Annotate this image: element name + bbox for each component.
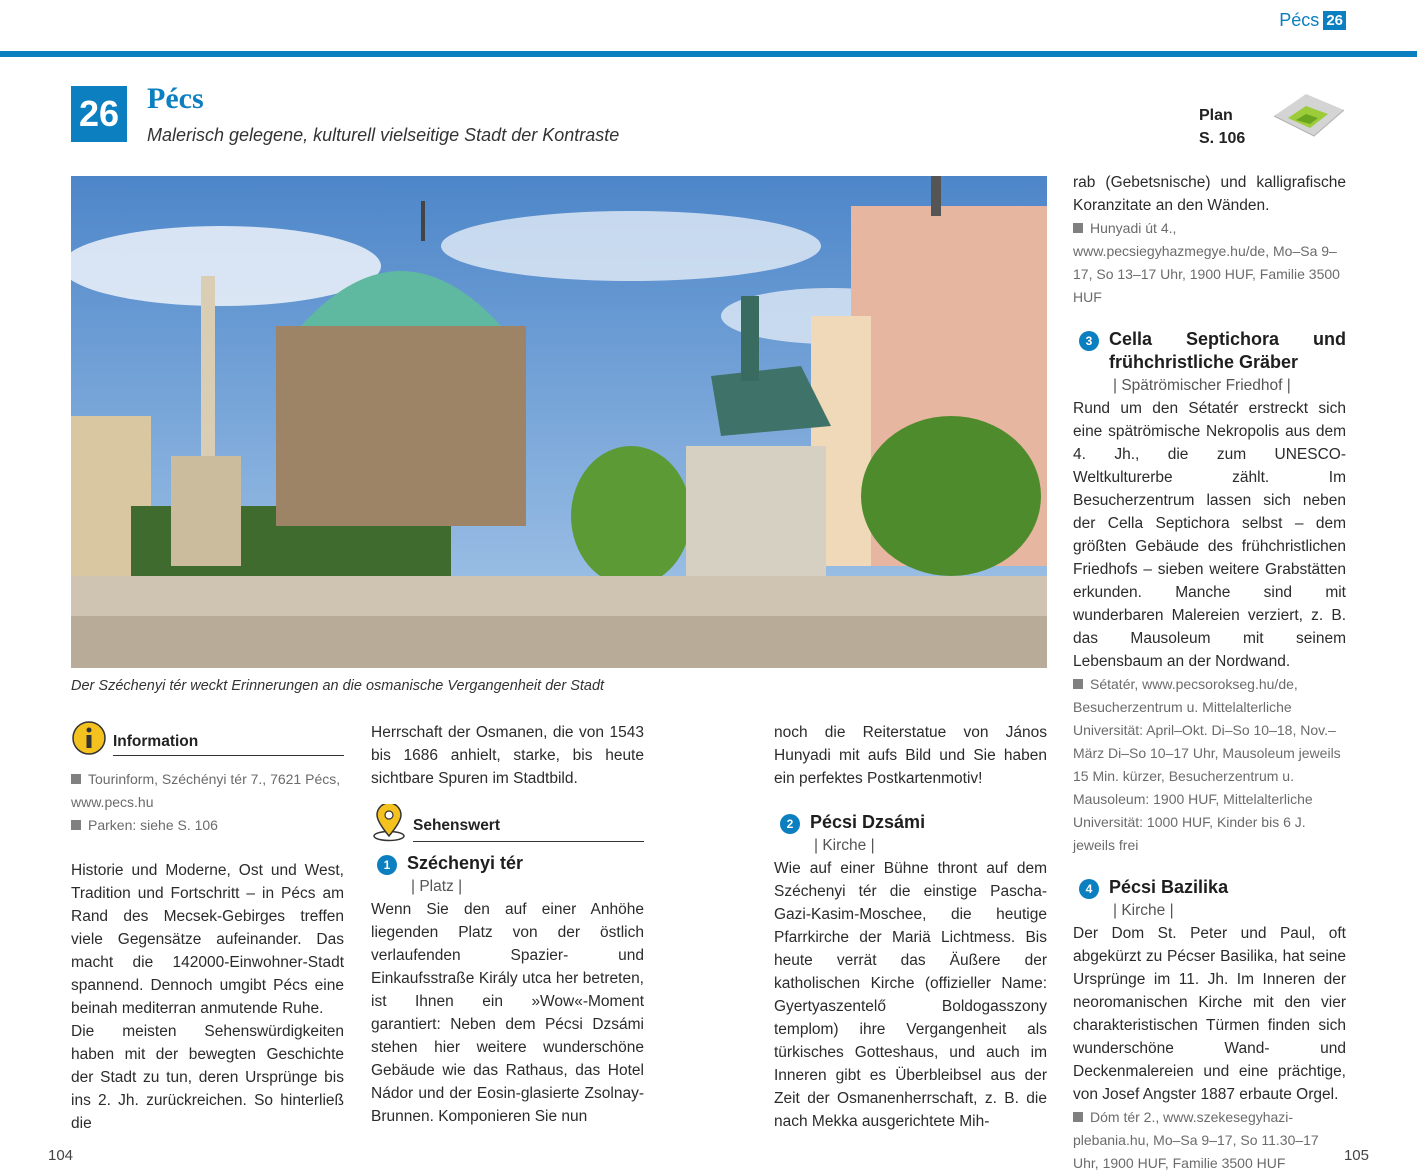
- continued-text: Herrschaft der Osmanen, die von 1543 bis 1686 anhielt, starke, bis heute sichtbare Spuren im Stadtbild.: [371, 724, 644, 787]
- poi-text: Wie auf einer Bühne thront auf dem Széchenyi tér die einstige Pascha-Gazi-Kasim-Moschee, die heutige Pfarrkirche der Mariä Lichtmess. Bis heute verrät das Äußere der katholischen Kirche (offizieller Name: Gyertyaszentelő Boldogasszony templom) ihre Vergangenheit als türkisches Gotteshaus, und auch im Inneren gibt es Überbleibsel aus der Zeit der Osmanenherrschaft, z. B. die nach Mekka ausgerichtete Mih-: [774, 860, 1047, 1130]
- running-head-title: Pécs: [1279, 10, 1320, 30]
- running-head-number: 26: [1323, 11, 1346, 30]
- bullet-square-icon: [1073, 223, 1083, 233]
- info-icon: [71, 720, 107, 756]
- column-4: [1073, 171, 1346, 1175]
- poi-number: 2: [780, 814, 800, 834]
- page-number-right: 105: [1343, 1147, 1369, 1164]
- sights-label: Sehenswert: [413, 814, 644, 842]
- column-3: [774, 721, 1047, 1133]
- poi-meta: Dóm tér 2., www.szekesegyhazi-plebania.hu, Mo–Sa 9–17, So 11.30–17 Uhr, 1900 HUF, Familie 3500 HUF: [1073, 1109, 1319, 1171]
- poi-title: Széchenyi tér: [407, 853, 524, 873]
- bullet-square-icon: [71, 820, 81, 830]
- poi-heading-4: [1073, 876, 1346, 899]
- square-photo-illustration: [71, 176, 1047, 668]
- poi-number: 4: [1079, 879, 1099, 899]
- poi-meta: Sétatér, www.pecsorokseg.hu/de, Besucherzentrum u. Mittelalterliche Universität: April–Okt. Di–So 10–18, Nov.–März Di–So 10–17 Uhr, Mausoleum jeweils 15 Min. kürzer, Besucherzentrum u. Mausoleum: 1900 HUF, Mittelalterliche Universität: 1000 HUF, Kinder bis 6 J. jeweils frei: [1073, 676, 1341, 853]
- continued-text: noch die Reiterstatue von János Hunyadi mit aufs Bild und Sie haben ein perfektes Postkartenmotiv!: [774, 724, 1047, 787]
- poi-heading-2: [774, 811, 1047, 834]
- chapter-subtitle: Malerisch gelegene, kulturell vielseitige Stadt der Kontraste: [147, 125, 620, 145]
- page-number-left: 104: [48, 1147, 74, 1164]
- poi-meta: Hunyadi út 4., www.pecsiegyhazmegye.hu/de, Mo–Sa 9–17, So 13–17 Uhr, 1900 HUF, Familie 3500 HUF: [1073, 220, 1340, 305]
- continued-text: rab (Gebetsnische) und kalligrafische Koranzitate an den Wänden.: [1073, 174, 1346, 214]
- poi-title: Cella Septichora und frühchristliche Gräber: [1109, 329, 1346, 372]
- poi-type: | Platz |: [411, 878, 463, 895]
- plan-page: S. 106: [1199, 130, 1246, 147]
- poi-type: | Kirche |: [1113, 902, 1174, 919]
- intro-paragraph: Historie und Moderne, Ost und West, Tradition und Fortschritt – in Pécs am Rand des Mecsek-Gebirges treffen viele Gegensätze aufeinander. Das macht die 142000-Einwohner-Stadt spannend. Dennoch umgibt Pécs eine beinah mediterran anmutende Ruhe.: [71, 862, 344, 1017]
- plan-label: Plan: [1199, 107, 1233, 124]
- plan-reference[interactable]: [1199, 104, 1245, 150]
- bullet-square-icon: [1073, 679, 1083, 689]
- info-item: Parken: siehe S. 106: [71, 814, 344, 837]
- info-box: [71, 720, 344, 837]
- info-label: Information: [113, 733, 344, 756]
- poi-title: Pécsi Bazilika: [1109, 877, 1229, 897]
- poi-type: | Spätrömischer Friedhof |: [1113, 377, 1291, 394]
- poi-type: | Kirche |: [814, 837, 875, 854]
- intro-text: [71, 859, 344, 1135]
- chapter-number: 26: [71, 86, 127, 142]
- poi-text: Der Dom St. Peter und Paul, oft abgekürzt zu Pécser Basilika, hat seine Ursprünge im 11. Jh. Im Inneren der neoromanischen Kirche mit den vier charakteristischen Türmen finden sich wunderschöne Wand- und Deckenmalereien und eine prächtige, von Josef Angster 1887 erbaute Orgel.: [1073, 925, 1346, 1103]
- chapter-title: Pécs: [147, 82, 204, 115]
- poi-number: 3: [1079, 331, 1099, 351]
- poi-text: Rund um den Sétatér erstreckt sich eine spätrömische Nekropolis aus dem 4. Jh., die zum UNESCO-Weltkulturerbe zählt. Im Besucherzentrum lassen sich neben der Cella Septichora selbst – dem größten Gebäude des frühchristlichen Friedhofs – sieben weitere Grabstätten erkunden. Manche sind mit wunderbaren Malereien verziert, z. B. das Mausoleum mit seinem Lebensbaum an der Nordwand.: [1073, 400, 1346, 670]
- bullet-square-icon: [1073, 1112, 1083, 1122]
- poi-title: Pécsi Dzsámi: [810, 812, 926, 832]
- hero-photo: [71, 176, 1047, 668]
- bullet-square-icon: [71, 774, 81, 784]
- poi-number: 1: [377, 855, 397, 875]
- poi-text: Wenn Sie den auf einer Anhöhe liegenden Platz von der östlich verlaufenden Spazier- und Einkaufsstraße Király utca her betreten, ist Ihnen ein »Wow«-Moment garantiert: Neben dem Pécsi Dzsámi stehen hier weitere wunderschöne Gebäude wie das Rathaus, das Hotel Nádor und der Eosin-glasierte Zsolnay-Brunnen. Komponieren Sie nun: [371, 901, 644, 1125]
- info-item: Tourinform, Széchényi tér 7., 7621 Pécs, www.pecs.hu: [71, 771, 341, 810]
- top-rule: [0, 51, 1417, 57]
- location-pin-icon: [371, 804, 407, 842]
- poi-heading-1: [371, 852, 644, 875]
- running-head: [1279, 10, 1346, 31]
- photo-caption: Der Széchenyi tér weckt Erinnerungen an die osmanische Vergangenheit der Stadt: [71, 678, 605, 694]
- poi-heading-3: [1073, 328, 1346, 374]
- intro-paragraph: Die meisten Sehenswürdigkeiten haben mit der bewegten Geschichte der Stadt zu tun, deren Ursprünge bis ins 2. Jh. zurückreichen. So hinterließ die: [71, 1023, 344, 1132]
- map-icon: [1270, 88, 1348, 144]
- column-2: [371, 721, 644, 1128]
